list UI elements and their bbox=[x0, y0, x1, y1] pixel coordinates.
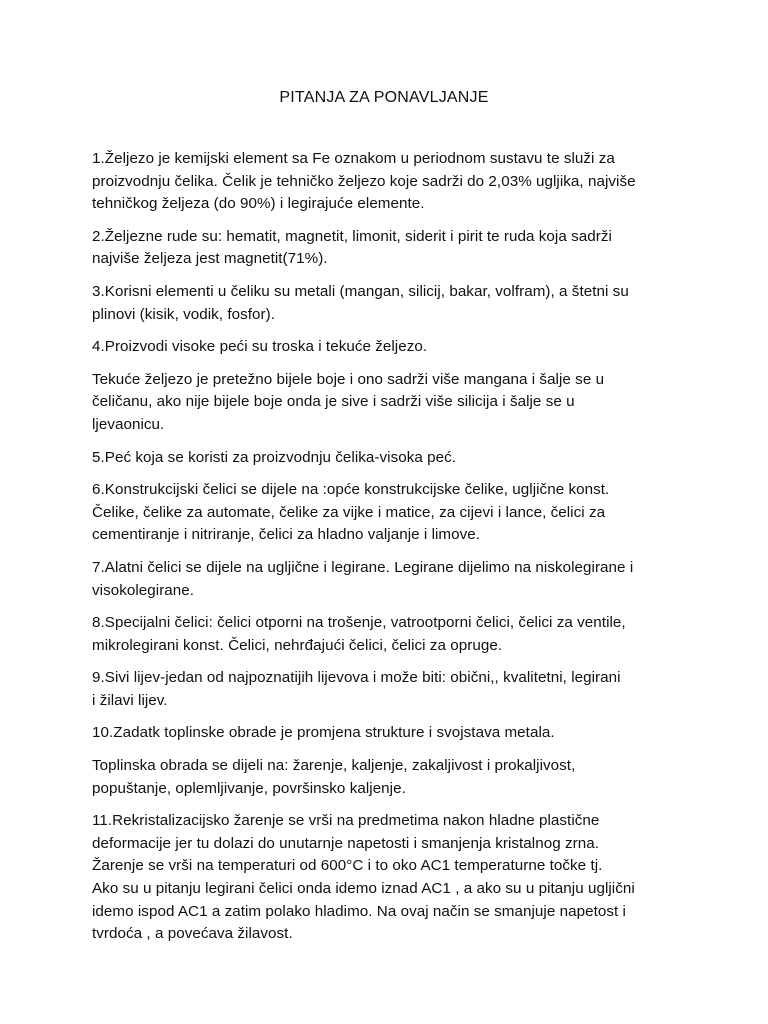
text-line: mikrolegirani konst. Čelici, nehrđajući čelici, čelici za opruge. bbox=[92, 636, 503, 654]
text-line: popuštanje, oplemljivanje, površinsko kaljenje. bbox=[92, 779, 406, 797]
text-line: 7.Alatni čelici se dijele na ugljične i legirane. Legirane dijelimo na niskolegirane i bbox=[92, 558, 634, 576]
paragraph bbox=[92, 281, 682, 326]
text-line: plinovi (kisik, vodik, fosfor). bbox=[92, 305, 276, 323]
text-line: Tekuće željezo je pretežno bijele boje i ono sadrži više mangana i šalje se u bbox=[92, 370, 605, 388]
document-body bbox=[92, 148, 682, 956]
text-line: 2.Željezne rude su: hematit, magnetit, limonit, siderit i pirit te ruda koja sadrži bbox=[92, 227, 612, 245]
text-line: deformacije jer tu dolazi do unutarnje napetosti i smanjenja kristalnog zrna. bbox=[92, 834, 600, 852]
paragraph bbox=[92, 479, 682, 547]
text-line: idemo ispod AC1 a zatim polako hladimo. Na ovaj način se smanjuje napetost i bbox=[92, 902, 626, 920]
text-line: čeličanu, ako nije bijele boje onda je sive i sadrži više silicija i šalje se u bbox=[92, 393, 575, 411]
text-line: 9.Sivi lijev-jedan od najpoznatijih lijevova i može biti: obični,, kvalitetni, legirani bbox=[92, 669, 621, 687]
page-title: PITANJA ZA PONAVLJANJE bbox=[279, 89, 489, 106]
text-line: tvrdoća , a povećava žilavost. bbox=[92, 925, 293, 943]
text-line: Ako su u pitanju legirani čelici onda idemo iznad AC1 , a ako su u pitanju ugljični bbox=[92, 880, 635, 898]
text-line: 3.Korisni elementi u čeliku su metali (mangan, silicij, bakar, volfram), a štetni su bbox=[92, 282, 629, 300]
paragraph bbox=[92, 336, 682, 359]
text-line: Žarenje se vrši na temperaturi od 600°C i to oko AC1 temperaturne točke tj. bbox=[92, 857, 603, 875]
text-line: i žilavi lijev. bbox=[92, 691, 168, 709]
text-line: visokolegirane. bbox=[92, 581, 195, 599]
text-line: 10.Zadatk toplinske obrade je promjena strukture i svojstava metala. bbox=[92, 724, 555, 742]
paragraph bbox=[92, 755, 682, 800]
text-line: najviše željeza jest magnetit(71%). bbox=[92, 250, 328, 268]
paragraph bbox=[92, 612, 682, 657]
text-line: Toplinska obrada se dijeli na: žarenje, kaljenje, zakaljivost i prokaljivost, bbox=[92, 757, 576, 775]
paragraph bbox=[92, 557, 682, 602]
paragraph bbox=[92, 226, 682, 271]
text-line: 11.Rekristalizacijsko žarenje se vrši na predmetima nakon hladne plastične bbox=[92, 812, 600, 830]
text-line: 6.Konstrukcijski čelici se dijele na :opće konstrukcijske čelike, ugljične konst. bbox=[92, 481, 610, 499]
text-line: 1.Željezo je kemijski element sa Fe oznakom u periodnom sustavu te služi za bbox=[92, 150, 615, 167]
text-line: 5.Peć koja se koristi za proizvodnju čelika-visoka peć. bbox=[92, 448, 457, 466]
text-line: 4.Proizvodi visoke peći su troska i tekuće željezo. bbox=[92, 338, 428, 356]
text-line: ljevaonicu. bbox=[92, 415, 165, 433]
paragraph bbox=[92, 722, 682, 745]
text-line: proizvodnju čelika. Čelik je tehničko željezo koje sadrži do 2,03% ugljika, najviše bbox=[92, 172, 636, 190]
paragraph bbox=[92, 148, 682, 216]
text-line: 8.Specijalni čelici: čelici otporni na trošenje, vatrootporni čelici, čelici za ventile, bbox=[92, 614, 626, 632]
paragraph bbox=[92, 447, 682, 470]
paragraph bbox=[92, 369, 682, 437]
text-line: Čelike, čelike za automate, čelike za vijke i matice, za cijevi i lance, čelici za bbox=[92, 503, 606, 521]
text-line: cementiranje i nitriranje, čelici za hladno valjanje i limove. bbox=[92, 526, 481, 544]
paragraph bbox=[92, 667, 682, 712]
text-line: tehničkog željeza (do 90%) i legirajuće elemente. bbox=[92, 195, 425, 213]
paragraph bbox=[92, 810, 682, 946]
